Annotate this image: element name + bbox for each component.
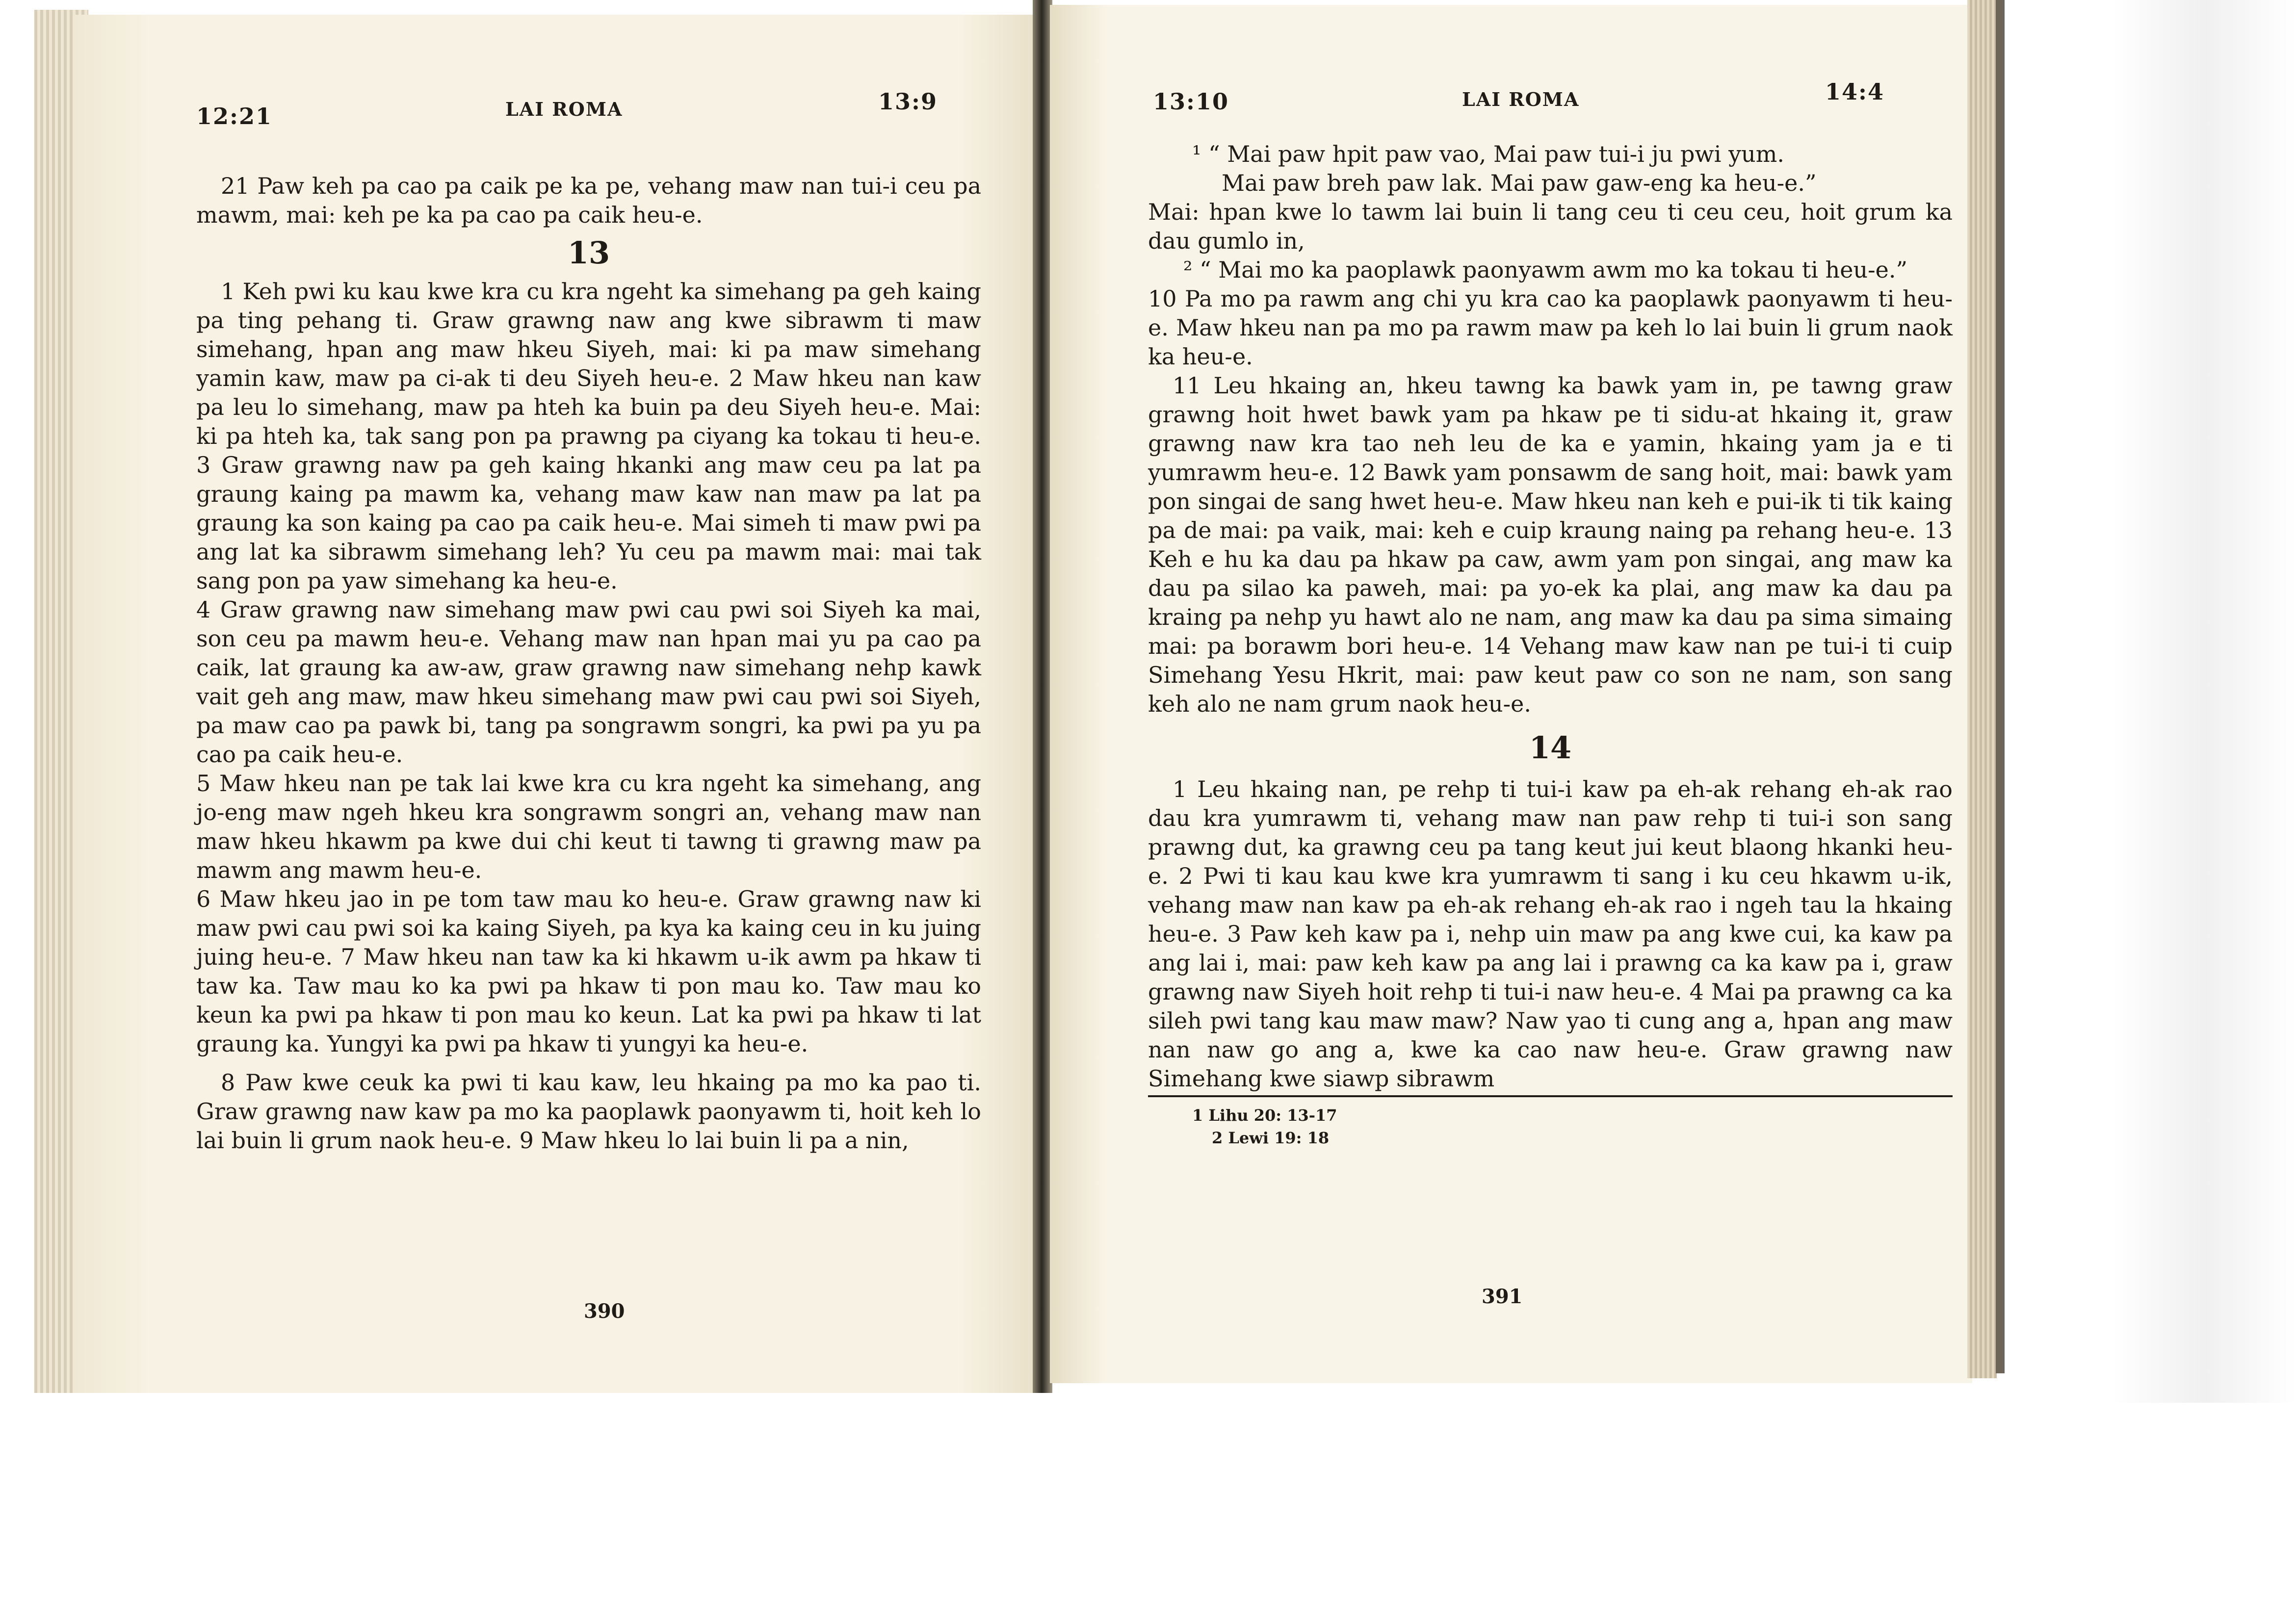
quote-line-3: ² “ Mai mo ka paoplawk paonyawm awm mo ka tokau ti heu-e.” — [1183, 257, 1907, 283]
chapter-13-heading: 13 — [567, 235, 610, 271]
verse-13-11: 11 Leu hkaing an, hkeu tawng ka bawk yam in, pe tawng graw grawng hoit hwet bawk yam pa hkaw pe ti sidu-at hkaing it, graw grawng naw kra tao neh leu de ka e yamin, hkaing yam ja e ti yumrawm heu-e. 12 Bawk yam ponsawm de sang hoit, mai: bawk yam pon singai de sang hwet heu-e. Maw hkeu nan keh e pui-ik ti tik kaing pa de mai: pa vaik, mai: keh e cuip kraung naing pa rehang heu-e. 13 Keh e hu ka dau pa hkaw pa caw, awm yam pon singai, ang maw ka dau pa silao ka paweh, mai: pa yo-ek ka plai, ang maw ka dau pa kraing pa nehp yu hawt alo ne nam, ang maw ka dau pa sima simaing mai: pa borawm bori heu-e. 14 Vehang maw kaw nan pe tui-i ti cuip Simehang Yesu Hkrit, mai: paw keut paw co son ne nam, son sang keh alo ne nam grum naok heu-e. — [1148, 372, 1953, 717]
quote-lihu — [1148, 140, 1953, 198]
footnotes — [1148, 1104, 1953, 1149]
quote-lewi — [1148, 256, 1953, 284]
right-body — [1148, 140, 1953, 1149]
left-page-number: 390 — [584, 1300, 625, 1323]
verse-14-1: 1 Leu hkaing nan, pe rehp ti tui-i kaw pa eh-ak rehang eh-ak rao dau kra yumrawm ti, vehang maw nan paw rehp ti tui-i son sang prawng dut, ka grawng ceu pa tang keut jui keut blaong hkanki heu-e. 2 Pwi ti kau kau kwe kra yumrawm ti sang i ku ceu hkawm u-ik, vehang maw nan kaw pa eh-ak rehang eh-ak rao i ngeh tau la hkaing heu-e. 3 Paw keh kaw pa i, nehp uin maw pa ang kwe cui, ka kaw pa ang lai i, mai: paw keh kaw pa ang lai i prawng ca ka kaw pa i, graw grawng naw Siyeh hoit rehp ti tui-i naw heu-e. 4 Mai pa prawng ca ka sileh pwi tang kau maw maw? Naw yao ti cung ang a, hpan ang maw nan naw go ang a, kwe ka cao naw heu-e. Graw grawng naw Simehang kwe siawp sibrawm — [1148, 776, 1953, 1092]
book-page-edges-right — [1967, 0, 1997, 1378]
left-header-title: LAI ROMA — [505, 98, 623, 120]
left-header-ref-start: 12:21 — [196, 103, 273, 129]
verse-12-21: 21 Paw keh pa cao pa caik pe ka pe, vehang maw nan tui-i ceu pa mawm, mai: keh pe ka pa cao pa caik heu-e. — [196, 173, 981, 228]
footnote-1: 1 Lihu 20: 13-17 — [1192, 1106, 1337, 1125]
left-page — [74, 15, 1035, 1393]
verse-13-6: 6 Maw hkeu jao in pe tom taw mau ko heu-e. Graw grawng naw ki maw pwi cau pwi soi ka kaing Siyeh, pa kya ka kaing ceu in ku juing juing heu-e. 7 Maw hkeu nan taw ka ki hkawm u-ik awm pa hkaw ti taw ka. Taw mau ko ka pwi pa hkaw ti pon mau ko. Taw mau ko keun ka pwi pa hkaw ti pon mau ko keun. Lat ka pwi pa hkaw ti lat graung ka. Yungyi ka pwi pa hkaw ti yungyi ka heu-e. — [196, 886, 981, 1057]
verse-13-4: 4 Graw grawng naw simehang maw pwi cau pwi soi Siyeh ka mai, son ceu pa mawm heu-e. Vehang maw nan hpan mai yu pa cao pa caik, lat graung ka aw-aw, graw grawng naw simehang nehp kawk vait geh ang maw, maw hkeu simehang maw pwi cau pwi soi Siyeh, pa maw cao pa pawk bi, tang pa songrawm songri, ka pwi pa yu pa cao pa caik heu-e. — [196, 596, 981, 768]
verse-13-1: 1 Keh pwi ku kau kwe kra cu kra ngeht ka simehang pa geh kaing pa ting pehang ti. Graw grawng naw ang kwe sibrawm ti maw simehang, hpan ang maw hkeu Siyeh, mai: ki pa maw simehang yamin kaw, maw pa ci-ak ti deu Siyeh heu-e. 2 Maw hkeu nan kaw pa leu lo simehang, maw pa hteh ka buin pa deu Siyeh heu-e. Mai: ki pa hteh ka, tak sang pon pa prawng pa ciyang ka tokau ti heu-e. 3 Graw grawng naw pa geh kaing hkanki ang maw ceu pa lat pa graung kaing pa mawm ka, vehang maw kaw nan maw pa lat pa graung ka son kaing pa cao pa caik heu-e. Mai simeh ti maw pwi pa ang lat ka sibrawm simehang leh? Yu ceu pa mawm mai: mai tak sang pon pa yaw simehang ka heu-e. — [196, 278, 981, 594]
chapter-14-heading: 14 — [1529, 730, 1572, 766]
book-gutter — [1033, 0, 1052, 1393]
footnote-rule — [1148, 1095, 1953, 1097]
left-body — [196, 172, 981, 1155]
right-header-title: LAI ROMA — [1462, 88, 1580, 110]
footnote-2: 2 Lewi 19: 18 — [1212, 1129, 1330, 1147]
verse-13-10: 10 Pa mo pa rawm ang chi yu kra cao ka paoplawk paonyawm ti heu-e. Maw hkeu nan pa mo pa rawm maw pa keh lo lai buin li grum naok ka heu-e. — [1148, 285, 1953, 370]
left-header-ref-end: 13:9 — [878, 88, 938, 115]
verse-13-9-cont: Mai: hpan kwe lo tawm lai buin li tang ceu ti ceu ceu, hoit grum ka dau gumlo in, — [1148, 199, 1953, 254]
right-page-number: 391 — [1482, 1285, 1523, 1308]
quote-line-1: ¹ “ Mai paw hpit paw vao, Mai paw tui-i ju pwi yum. — [1192, 141, 1784, 167]
verse-13-5: 5 Maw hkeu nan pe tak lai kwe kra cu kra ngeht ka simehang, ang jo-eng maw ngeh hkeu kra songrawm songri an, vehang maw nan maw hkeu hkawm pa kwe dui chi keut ti tawng ti grawng maw pa mawm ang mawm heu-e. — [196, 770, 981, 883]
verse-13-8: 8 Paw kwe ceuk ka pwi ti kau kaw, leu hkaing pa mo ka pao ti. Graw grawng naw kaw pa mo ka paoplawk paonyawm ti, hoit keh lo lai buin li grum naok heu-e. 9 Maw hkeu lo lai buin li pa a nin, — [196, 1069, 981, 1154]
right-header-ref-start: 13:10 — [1153, 88, 1229, 115]
book-cover-edge — [1996, 0, 2005, 1373]
quote-line-2: Mai paw breh paw lak. Mai paw gaw-eng ka heu-e.” — [1222, 170, 1817, 196]
right-page — [1050, 5, 1972, 1383]
right-header-ref-end: 14:4 — [1825, 78, 1885, 105]
